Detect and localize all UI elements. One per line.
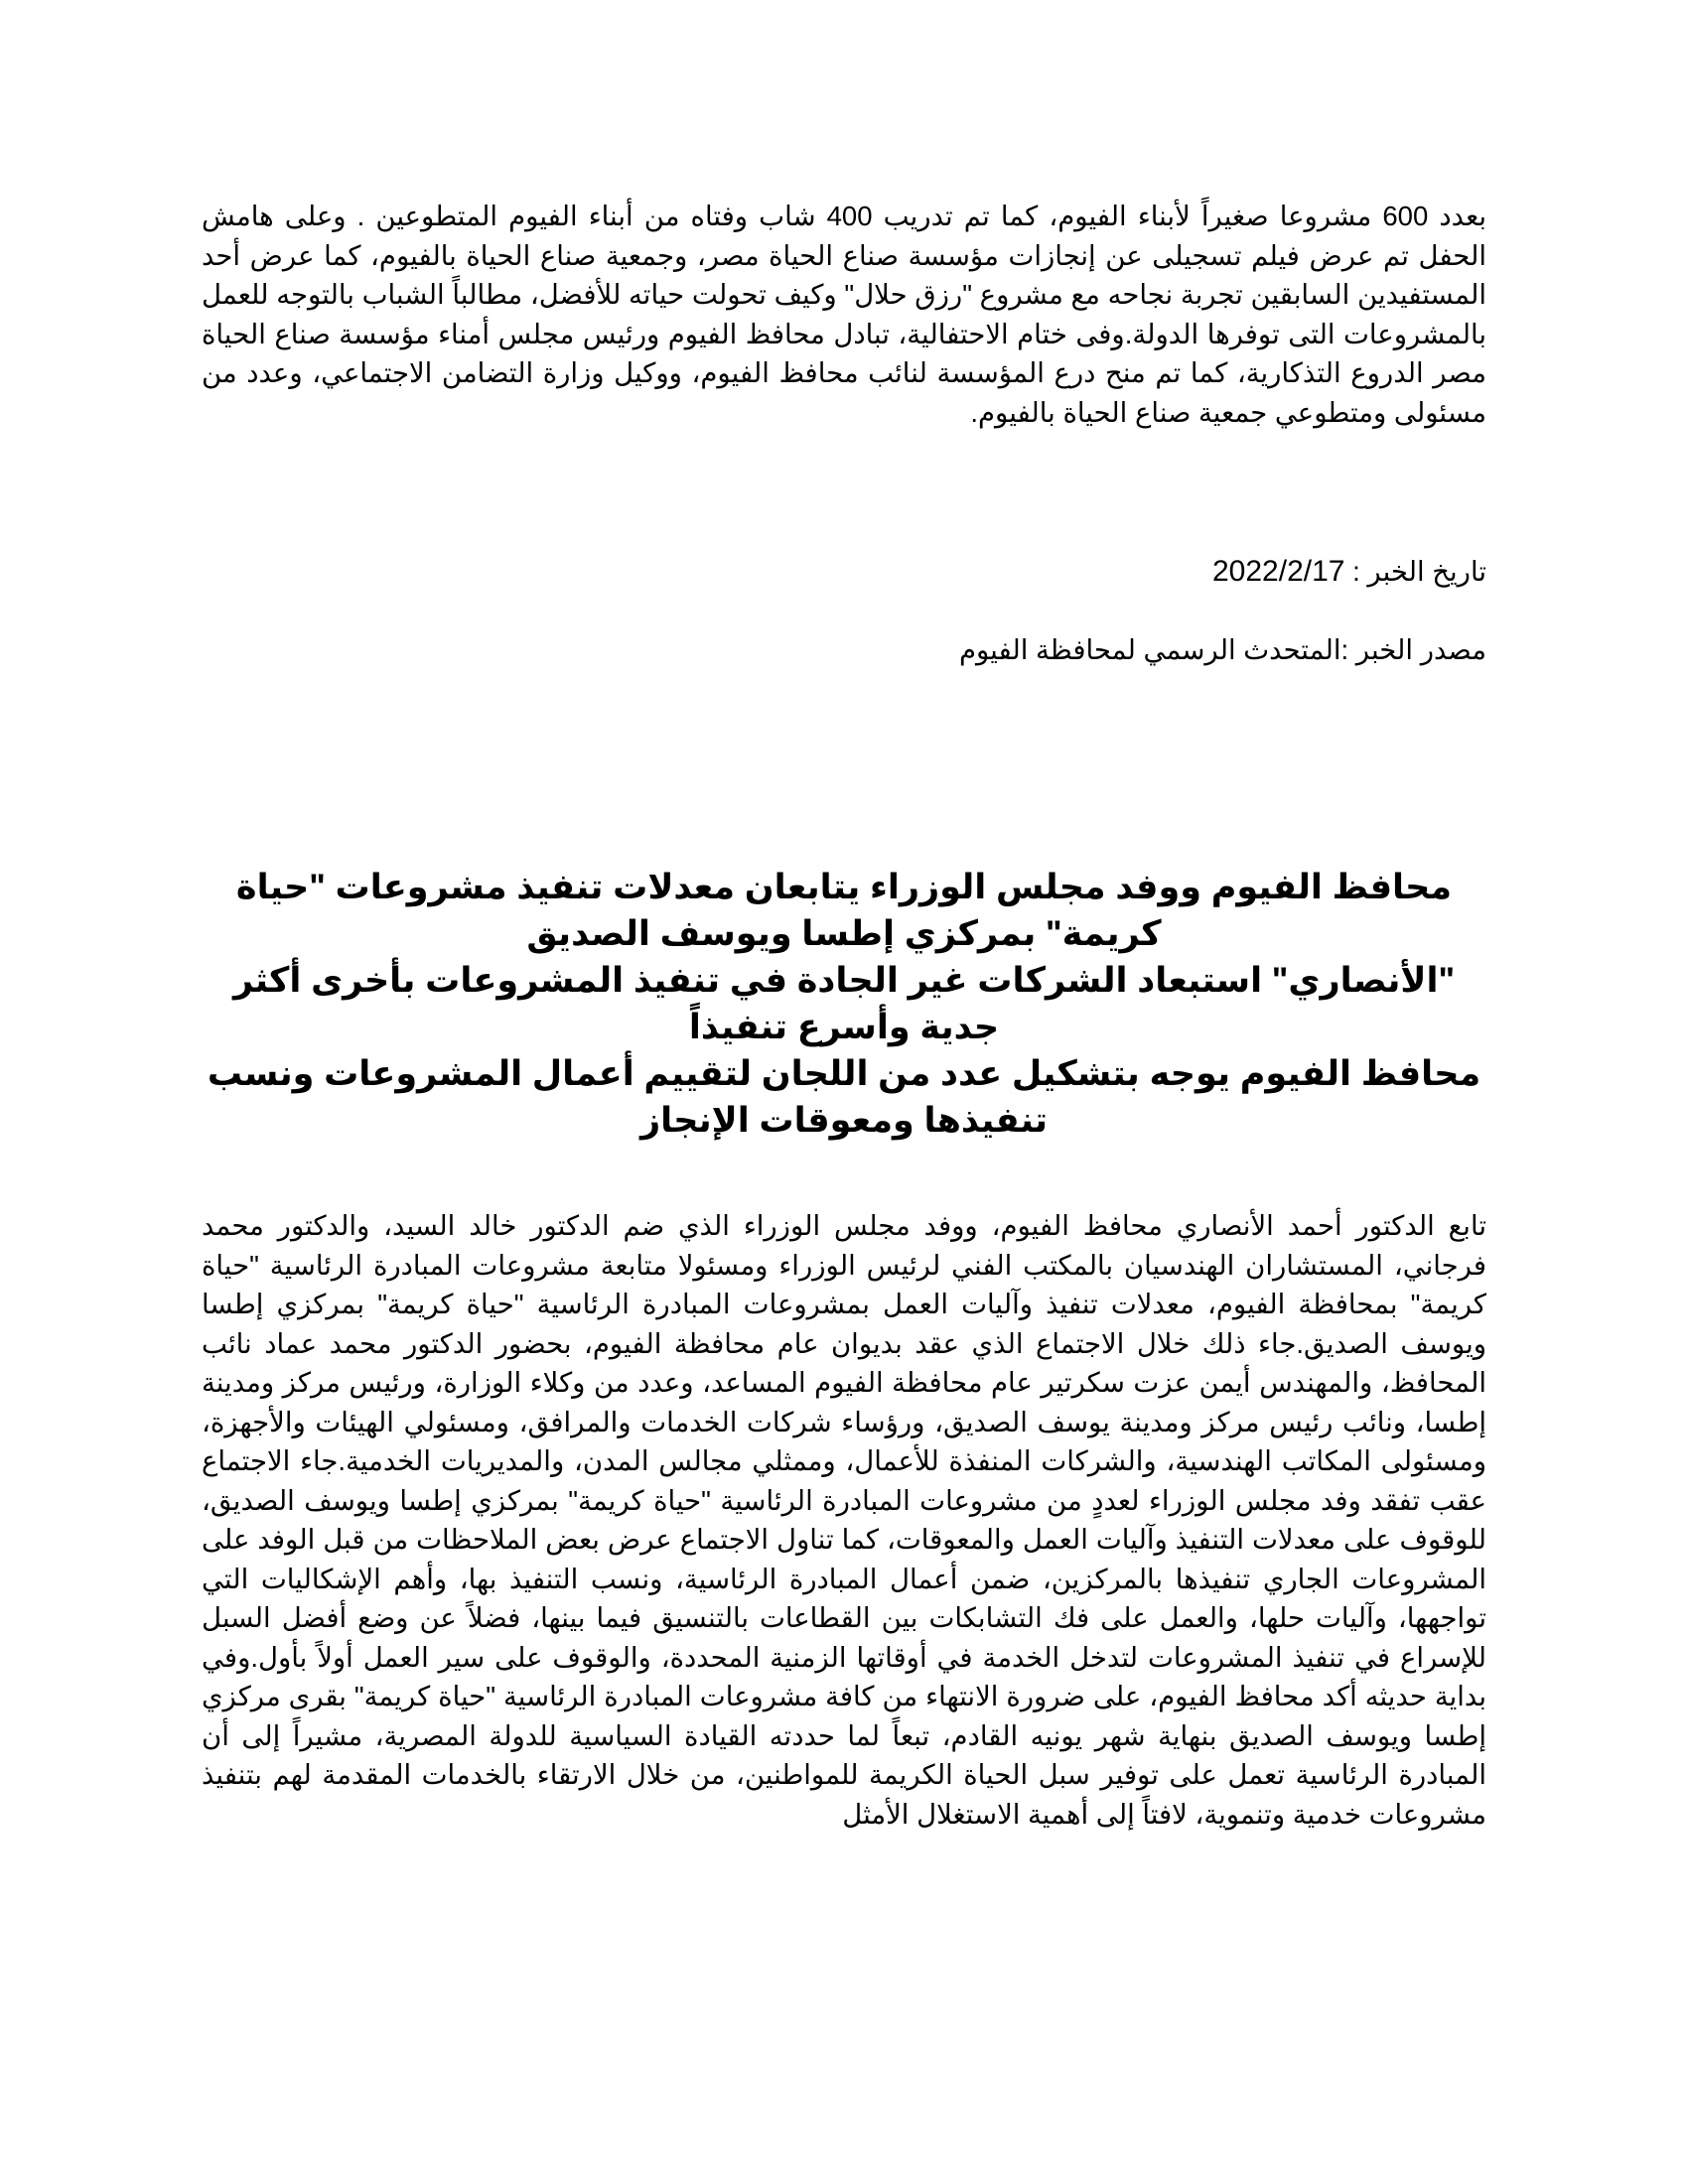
intro-paragraph: بعدد 600 مشروعا صغيراً لأبناء الفيوم، كما تم تدريب 400 شاب وفتاه من أبناء الفيوم المتطوعين . وعلى هامش الحفل تم عرض فيلم تسجيلى عن إنجازات مؤسسة صناع الحياة مصر، وجمعية صناع الحياة بالفيوم، كما عرض أحد المستفيدين السابقين تجربة نجاحه مع مشروع "رزق حلال" وكيف تحولت حياته للأفضل، مطالباً الشباب بالتوجه للعمل بالمشروعات التى توفرها الدولة.وفى ختام الاحتفالية، تبادل محافظ الفيوم ورئيس مجلس أمناء مؤسسة صناع الحياة مصر الدروع التذكارية، كما تم منح درع المؤسسة لنائب محافظ الفيوم، ووكيل وزارة التضامن الاجتماعي، وعدد من مسئولى ومتطوعي جمعية صناع الحياة بالفيوم. — [202, 201, 1486, 428]
headlines-block — [202, 864, 1486, 1144]
news-date-label: تاريخ الخبر : — [1352, 556, 1486, 587]
news-source — [202, 630, 1486, 670]
news-source-value: المتحدث الرسمي لمحافظة الفيوم — [958, 634, 1341, 665]
headline-main: محافظ الفيوم ووفد مجلس الوزراء يتابعان معدلات تنفيذ مشروعات "حياة كريمة" بمركزي إطسا ويوسف الصديق — [235, 868, 1453, 953]
news-date — [202, 552, 1486, 592]
headline-sub-1: "الأنصاري" استبعاد الشركات غير الجادة في تنفيذ المشروعات بأخرى أكثر جدية وأسرع تنفيذاً — [232, 961, 1456, 1046]
news-date-value: 2022/2/17 — [1212, 555, 1345, 588]
body-paragraph: تابع الدكتور أحمد الأنصاري محافظ الفيوم، ووفد مجلس الوزراء الذي ضم الدكتور خالد السيد، والدكتور محمد فرجاني، المستشاران الهندسيان بالمكتب الفني لرئيس الوزراء ومسئولا متابعة مشروعات المبادرة الرئاسية "حياة كريمة" بمحافظة الفيوم، معدلات تنفيذ وآليات العمل بمشروعات المبادرة الرئاسية "حياة كريمة" بمركزي إطسا ويوسف الصديق.جاء ذلك خلال الاجتماع الذي عقد بديوان عام محافظة الفيوم، بحضور الدكتور محمد عماد نائب المحافظ، والمهندس أيمن عزت سكرتير عام محافظة الفيوم المساعد، وعدد من وكلاء الوزارة، ورئيس مركز ومدينة إطسا، ونائب رئيس مركز ومدينة يوسف الصديق، ورؤساء شركات الخدمات والمرافق، ومسئولي الهيئات والأجهزة، ومسئولى المكاتب الهندسية، والشركات المنفذة للأعمال، وممثلي مجالس المدن، والمديريات الخدمية.جاء الاجتماع عقب تفقد وفد مجلس الوزراء لعددٍ من مشروعات المبادرة الرئاسية "حياة كريمة" بمركزي إطسا ويوسف الصديق، للوقوف على معدلات التنفيذ وآليات العمل والمعوقات، كما تناول الاجتماع عرض بعض الملاحظات من قبل الوفد على المشروعات الجاري تنفيذها بالمركزين، ضمن أعمال المبادرة الرئاسية، ونسب التنفيذ بها، وأهم الإشكاليات التي تواجهها، وآليات حلها، والعمل على فك التشابكات بين القطاعات بالتنسيق فيما بينها، فضلاً عن وضع أفضل السبل للإسراع في تنفيذ المشروعات لتدخل الخدمة في أوقاتها الزمنية المحددة، والوقوف على سير العمل أولاً بأول.وفي بداية حديثه أكد محافظ الفيوم، على ضرورة الانتهاء من كافة مشروعات المبادرة الرئاسية "حياة كريمة" بقرى مركزي إطسا ويوسف الصديق بنهاية شهر يونيه القادم، تبعاً لما حددته القيادة السياسية للدولة المصرية، مشيراً إلى أن المبادرة الرئاسية تعمل على توفير سبل الحياة الكريمة للمواطنين، من خلال الارتقاء بالخدمات المقدمة لهم بتنفيذ مشروعات خدمية وتنموية، لافتاً إلى أهمية الاستغلال الأمثل — [202, 1210, 1487, 1830]
news-source-label: مصدر الخبر : — [1340, 634, 1486, 665]
headline-sub-2: محافظ الفيوم يوجه بتشكيل عدد من اللجان لتقييم أعمال المشروعات ونسب تنفيذها ومعوقات الإنجاز — [207, 1054, 1481, 1140]
